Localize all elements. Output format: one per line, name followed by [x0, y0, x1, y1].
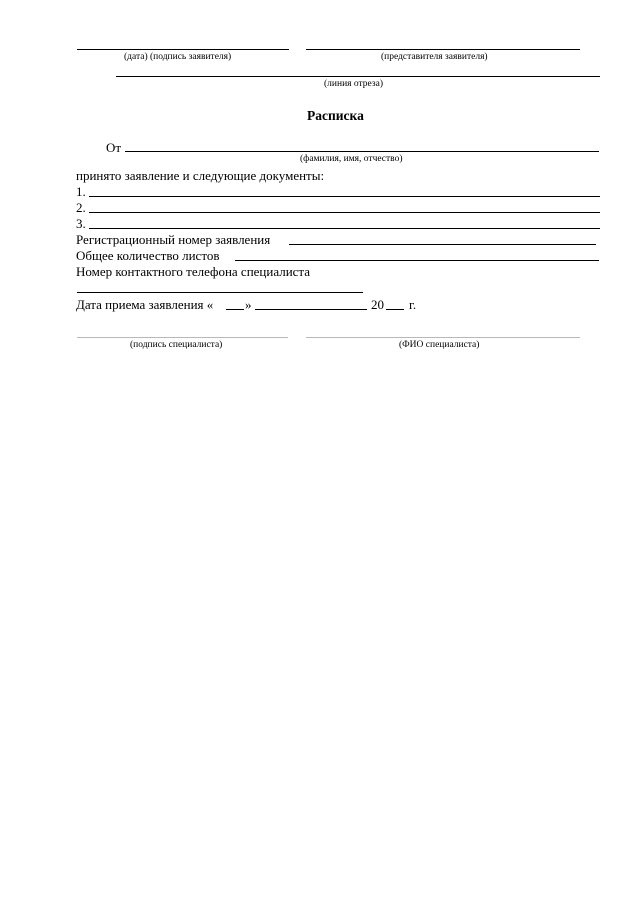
- acceptance-year-line: [386, 309, 404, 310]
- document-number-3: 3.: [76, 216, 86, 231]
- sheets-count-label: Общее количество листов: [76, 248, 220, 263]
- cut-line: [116, 76, 600, 77]
- acceptance-date-close-quote: »: [245, 297, 252, 312]
- acceptance-day-line: [226, 309, 244, 310]
- applicant-signature-caption: (дата) (подпись заявителя): [124, 52, 232, 62]
- representative-signature-line: [306, 49, 580, 50]
- receipt-title: Расписка: [307, 108, 364, 123]
- specialist-phone-line: [77, 292, 363, 293]
- from-field-line: [125, 151, 599, 152]
- specialist-signature-line: [77, 337, 288, 338]
- from-field-caption: (фамилия, имя, отчество): [300, 154, 403, 164]
- registration-number-label: Регистрационный номер заявления: [76, 232, 271, 247]
- document-number-1: 1.: [76, 184, 86, 199]
- applicant-signature-line: [77, 49, 289, 50]
- specialist-phone-label: Номер контактного телефона специалиста: [76, 264, 311, 279]
- acceptance-date-label: Дата приема заявления «: [76, 297, 214, 312]
- document-line-3: [89, 228, 600, 229]
- representative-signature-caption: (представителя заявителя): [381, 52, 488, 62]
- acceptance-month-line: [255, 309, 367, 310]
- registration-number-line: [289, 244, 596, 245]
- acceptance-year-suffix: г.: [409, 297, 417, 312]
- sheets-count-line: [235, 260, 599, 261]
- specialist-name-line: [306, 337, 580, 338]
- document-line-2: [89, 212, 600, 213]
- document-number-2: 2.: [76, 200, 86, 215]
- specialist-name-caption: (ФИО специалиста): [399, 340, 480, 350]
- acceptance-year-prefix: 20: [371, 297, 384, 312]
- cut-line-caption: (линия отреза): [324, 79, 384, 89]
- accepted-documents-text: принято заявление и следующие документы:: [76, 168, 325, 183]
- specialist-signature-caption: (подпись специалиста): [130, 340, 223, 350]
- document-line-1: [89, 196, 600, 197]
- from-label: От: [106, 140, 122, 155]
